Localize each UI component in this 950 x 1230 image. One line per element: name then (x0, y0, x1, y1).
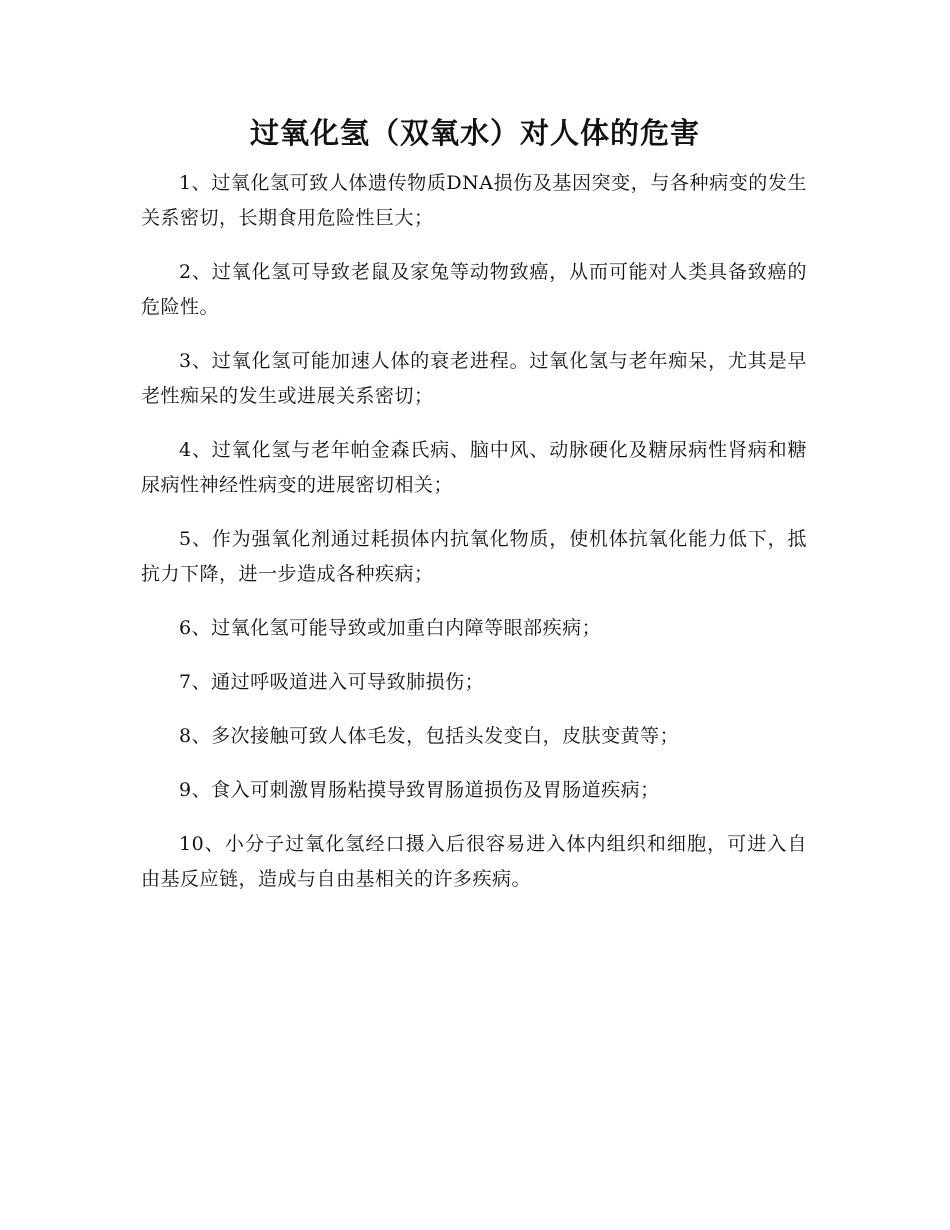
paragraph-2: 2、过氧化氢可导致老鼠及家兔等动物致癌，从而可能对人类具备致癌的危险性。 (141, 261, 807, 318)
paragraph-9: 9、食入可刺激胃肠粘摸导致胃肠道损伤及胃肠道疾病； (179, 779, 660, 801)
document-body (141, 166, 807, 916)
paragraph-5: 5、作为强氧化剂通过耗损体内抗氧化物质，使机体抗氧化能力低下，抵抗力下降，进一步造成各种疾病； (141, 528, 807, 585)
paragraph-1: 1、过氧化氢可致人体遗传物质DNA损伤及基因突变，与各种病变的发生关系密切，长期食用危险性巨大； (141, 172, 807, 229)
document-title: 过氧化氢（双氧水）对人体的危害 (249, 116, 700, 150)
paragraph-4: 4、过氧化氢与老年帕金森氏病、脑中风、动脉硬化及糖尿病性肾病和糖尿病性神经性病变的进展密切相关； (141, 439, 807, 496)
paragraph-7: 7、通过呼吸道进入可导致肺损伤； (179, 671, 485, 693)
paragraph-10: 10、小分子过氧化氢经口摄入后很容易进入体内组织和细胞，可进入自由基反应链，造成与自由基相关的许多疾病。 (141, 833, 807, 890)
paragraph-8: 8、多次接触可致人体毛发，包括头发变白，皮肤变黄等； (179, 725, 680, 747)
paragraph-3: 3、过氧化氢可能加速人体的衰老进程。过氧化氢与老年痴呆，尤其是早老性痴呆的发生或进展关系密切； (141, 350, 807, 407)
paragraph-6: 6、过氧化氢可能导致或加重白内障等眼部疾病； (179, 617, 602, 639)
